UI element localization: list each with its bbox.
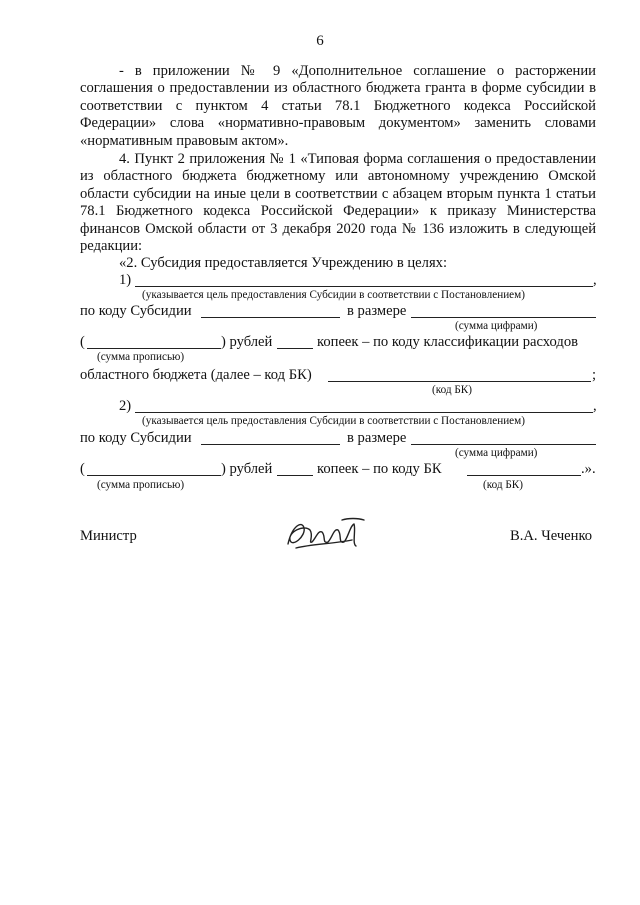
subsidy-code-2-field: [201, 444, 340, 445]
amount-words-1-field: [87, 348, 221, 349]
amount-digits-1-field: [411, 317, 596, 318]
amount-digits-caption: (сумма цифрами): [455, 447, 538, 459]
item-2-label: 2): [119, 398, 132, 414]
amount-words-caption: (сумма прописью): [97, 479, 185, 491]
open-paren: (: [80, 334, 85, 350]
amount-words-2-field: [87, 475, 221, 476]
paragraph-appendix-9: - в приложении № 9 «Дополнительное соглашение о расторжении соглашения о предоставлении из областного бюджета гранта в форме субсидии в соответствии с пунктом 4 статьи 78.1 Бюджетного кодекса Российской Федерации» слова «нормативно-правовым документом» заменить словами «нормативным правовым актом».: [80, 63, 596, 149]
kopecks-2-field: [277, 475, 313, 476]
amount-digits-caption: (сумма цифрами): [455, 320, 538, 332]
bk-code-2-field: [467, 475, 581, 476]
subsidy-code-label: по коду Субсидии: [80, 303, 192, 319]
rubles-label: ) рублей: [221, 461, 273, 477]
amount-words-caption: (сумма прописью): [97, 351, 185, 363]
closing-mark: .».: [581, 461, 596, 477]
signatory-name: В.А. Чеченко: [510, 528, 593, 544]
bk-caption: (код БК): [483, 479, 523, 491]
comma-mark: ,: [593, 272, 597, 288]
amount-digits-2-field: [411, 444, 596, 445]
budget-code-label: областного бюджета (далее – код БК): [80, 367, 312, 383]
kopecks-bk-label: копеек – по коду БК: [317, 461, 442, 477]
purpose-2-field: [135, 412, 593, 413]
bk-code-1-field: [328, 381, 591, 382]
rubles-label: ) рублей: [221, 334, 273, 350]
subsidy-code-label: по коду Субсидии: [80, 430, 192, 446]
bk-caption: (код БК): [432, 384, 472, 396]
amount-label: в размере: [347, 430, 407, 446]
semicolon-mark: ;: [592, 367, 597, 383]
paragraph-point-4: 4. Пункт 2 приложения № 1 «Типовая форма соглашения о предоставлении из областного бюджета бюджетному или автономному учреждению Омской области субсидии на иные цели в соответствии с абзацем вторым пункта 1 статьи 78.1 Бюджетного кодекса Российской Федерации» к приказу Министерства финансов Омской области от 3 декабря 2020 года № 136 изложить в следующей редакции:: [80, 151, 596, 255]
amount-label: в размере: [347, 303, 407, 319]
open-paren: (: [80, 461, 85, 477]
purpose-1-caption: (указывается цель предоставления Субсидии в соответствии с Постановлением): [142, 289, 525, 301]
comma-mark: ,: [593, 398, 597, 414]
purpose-2-caption: (указывается цель предоставления Субсидии в соответствии с Постановлением): [142, 415, 525, 427]
subsidy-code-1-field: [201, 317, 340, 318]
signatory-title: Министр: [80, 528, 137, 544]
paragraph-subsidy-intro: «2. Субсидия предоставляется Учреждению в целях:: [119, 255, 448, 271]
kopecks-label: копеек – по коду классификации расходов: [317, 334, 579, 350]
item-1-label: 1): [119, 272, 132, 288]
handwritten-signature: [282, 514, 368, 554]
page-number: 6: [316, 33, 324, 49]
purpose-1-field: [135, 286, 593, 287]
kopecks-1-field: [277, 348, 313, 349]
